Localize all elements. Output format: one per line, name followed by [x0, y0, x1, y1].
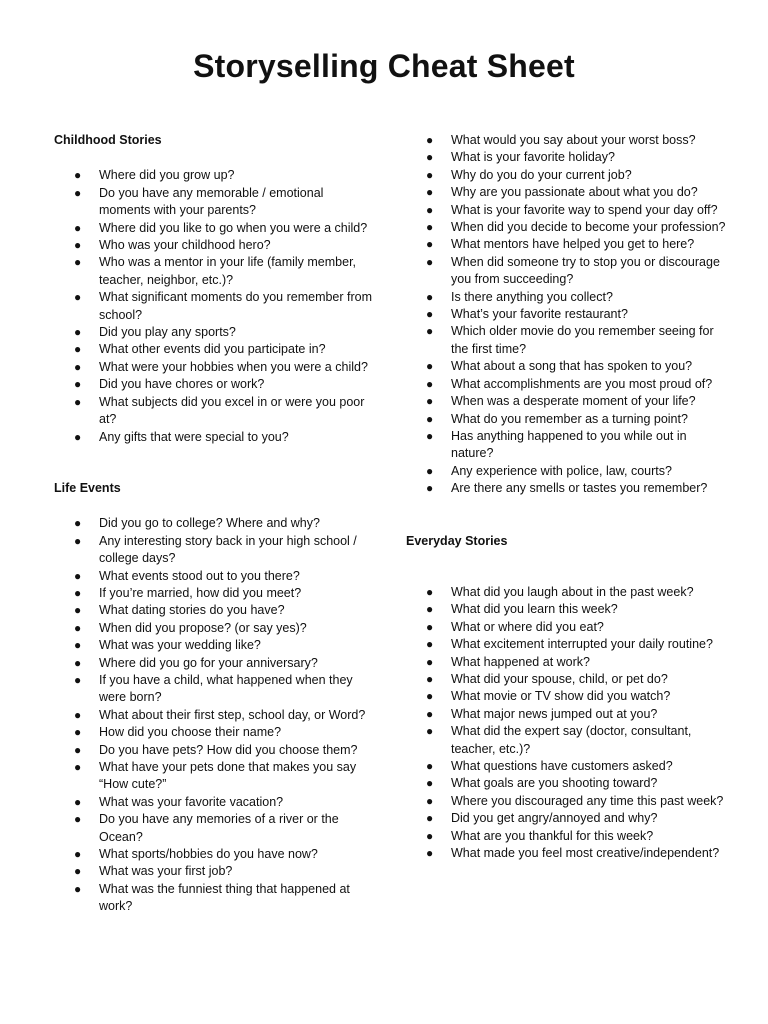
bullet-icon: ●: [74, 220, 82, 235]
bullet-icon: ●: [426, 411, 434, 426]
question-text: If you’re married, how did you meet?: [99, 585, 302, 600]
question-text: What did you learn this week?: [451, 602, 618, 617]
list-item: [54, 794, 374, 811]
list-item: [406, 584, 726, 601]
bullet-icon: ●: [426, 394, 434, 409]
question-text: Where you discouraged any time this past week?: [451, 793, 724, 808]
list-item: [406, 793, 726, 810]
bullet-icon: ●: [426, 481, 434, 496]
list-item: [406, 358, 726, 375]
section-heading-childhood: Childhood Stories: [54, 133, 162, 147]
list-item: [54, 237, 374, 254]
list-item: [54, 759, 374, 794]
question-text: Do you have any memories of a river or the Ocean?: [99, 812, 339, 844]
bullet-icon: ●: [426, 602, 434, 617]
question-text: What subjects did you excel in or were you poor at?: [99, 394, 365, 427]
list-item: [406, 219, 726, 236]
page-title: Storyselling Cheat Sheet: [193, 48, 575, 84]
bullet-icon: ●: [426, 289, 434, 304]
list-item: [406, 463, 726, 480]
list-item: [406, 306, 726, 323]
list-item: [54, 167, 374, 184]
list-item: [406, 723, 726, 758]
list-item: [54, 185, 374, 220]
bullet-icon: ●: [74, 585, 82, 600]
question-text: What are you thankful for this week?: [451, 828, 654, 843]
bullet-icon: ●: [74, 655, 82, 670]
question-text: Why do you do your current job?: [451, 167, 632, 182]
bullet-icon: ●: [426, 133, 434, 147]
question-text: What about a song that has spoken to you?: [451, 359, 693, 374]
list-item: [54, 341, 374, 358]
question-text: Do you have any memorable / emotional moments with your parents?: [99, 185, 324, 218]
question-text: What major news jumped out at you?: [451, 706, 658, 721]
list-item: [406, 619, 726, 636]
question-text: Did you get angry/annoyed and why?: [451, 811, 658, 826]
list-item: [54, 359, 374, 376]
list-item: [54, 220, 374, 237]
question-text: What goals are you shooting toward?: [451, 776, 658, 791]
question-text: Any experience with police, law, courts?: [451, 463, 672, 478]
question-text: Any gifts that were special to you?: [99, 429, 289, 444]
bullet-icon: ●: [426, 637, 434, 652]
question-text: Which older movie do you remember seeing for the first time?: [451, 324, 714, 356]
question-text: Did you have chores or work?: [99, 377, 265, 392]
question-text: What would you say about your worst boss?: [451, 133, 696, 147]
childhood-question-list: [54, 167, 374, 446]
bullet-icon: ●: [74, 638, 82, 653]
question-text: Is there anything you collect?: [451, 289, 613, 304]
bullet-icon: ●: [74, 603, 82, 618]
continued-question-list: [406, 132, 726, 498]
question-text: Why are you passionate about what you do?: [451, 185, 698, 200]
bullet-icon: ●: [74, 864, 82, 879]
question-text: Who was your childhood hero?: [99, 238, 271, 253]
bullet-icon: ●: [74, 742, 82, 757]
question-text: What did the expert say (doctor, consultant, teacher, etc.)?: [451, 724, 692, 756]
bullet-icon: ●: [74, 725, 82, 740]
question-text: Did you go to college? Where and why?: [99, 516, 320, 531]
list-item: [406, 236, 726, 253]
question-text: What did your spouse, child, or pet do?: [451, 671, 668, 686]
list-item: [54, 811, 374, 846]
question-text: What was your favorite vacation?: [99, 794, 284, 809]
question-text: What do you remember as a turning point?: [451, 411, 688, 426]
list-item: [54, 602, 374, 619]
question-text: What significant moments do you remember from school?: [99, 290, 373, 322]
list-item: [54, 568, 374, 585]
bullet-icon: ●: [426, 185, 434, 200]
list-item: [406, 411, 726, 428]
bullet-icon: ●: [74, 881, 82, 896]
list-item: [54, 324, 374, 341]
bullet-icon: ●: [74, 325, 82, 340]
bullet-icon: ●: [74, 359, 82, 374]
bullet-icon: ●: [74, 620, 82, 635]
question-text: What made you feel most creative/independent?: [451, 846, 720, 861]
list-item: [406, 323, 726, 358]
bullet-icon: ●: [74, 516, 82, 531]
bullet-icon: ●: [426, 376, 434, 391]
question-text: What movie or TV show did you watch?: [451, 689, 671, 704]
bullet-icon: ●: [426, 463, 434, 478]
question-text: What was the funniest thing that happened at work?: [99, 881, 350, 914]
list-item: [54, 515, 374, 532]
life-events-question-list: [54, 515, 374, 915]
bullet-icon: ●: [426, 846, 434, 861]
bullet-icon: ●: [74, 568, 82, 583]
question-text: What events stood out to you there?: [99, 568, 300, 583]
list-item: [54, 254, 374, 289]
question-text: What questions have customers asked?: [451, 759, 673, 773]
question-text: Did you play any sports?: [99, 325, 236, 340]
bullet-icon: ●: [426, 428, 434, 443]
list-item: [406, 167, 726, 184]
list-item: [406, 254, 726, 289]
bullet-icon: ●: [426, 759, 434, 773]
list-item: [406, 671, 726, 688]
list-item: [54, 707, 374, 724]
bullet-icon: ●: [426, 237, 434, 252]
bullet-icon: ●: [426, 167, 434, 182]
list-item: [54, 742, 374, 759]
list-item: [54, 289, 374, 324]
list-item: [406, 688, 726, 705]
list-item: [54, 637, 374, 654]
section-heading-life-events: Life Events: [54, 480, 121, 495]
bullet-icon: ●: [426, 150, 434, 165]
bullet-icon: ●: [426, 724, 434, 739]
list-item: [54, 655, 374, 672]
list-item: [406, 775, 726, 792]
list-item: [54, 533, 374, 568]
list-item: [54, 394, 374, 429]
bullet-icon: ●: [426, 220, 434, 235]
list-item: [406, 149, 726, 166]
list-item: [406, 184, 726, 201]
bullet-icon: ●: [426, 811, 434, 826]
list-item: [54, 881, 374, 916]
bullet-icon: ●: [426, 584, 434, 599]
bullet-icon: ●: [426, 706, 434, 721]
question-text: When did you decide to become your profession?: [451, 220, 726, 235]
bullet-icon: ●: [74, 707, 82, 722]
question-text: What dating stories do you have?: [99, 603, 285, 618]
bullet-icon: ●: [426, 776, 434, 791]
question-text: What were your hobbies when you were a child?: [99, 359, 368, 374]
question-text: Has anything happened to you while out in nature?: [451, 428, 687, 461]
bullet-icon: ●: [74, 760, 82, 774]
list-item: [406, 132, 726, 149]
bullet-icon: ●: [426, 689, 434, 704]
list-item: [54, 376, 374, 393]
list-item: [406, 428, 726, 463]
list-item: [406, 758, 726, 775]
list-item: [54, 672, 374, 707]
question-text: What have your pets done that makes you say “How cute?”: [99, 760, 357, 792]
bullet-icon: ●: [74, 429, 82, 444]
bullet-icon: ●: [74, 794, 82, 809]
list-item: [406, 845, 726, 862]
question-text: What is your favorite holiday?: [451, 150, 615, 165]
everyday-question-list: [406, 584, 726, 863]
bullet-icon: ●: [426, 619, 434, 634]
bullet-icon: ●: [74, 533, 82, 548]
list-item: [54, 863, 374, 880]
section-heading-everyday: Everyday Stories: [406, 533, 508, 548]
bullet-icon: ●: [426, 324, 434, 339]
list-item: [406, 480, 726, 497]
question-text: If you have a child, what happened when they were born?: [99, 672, 353, 705]
list-item: [406, 289, 726, 306]
list-item: [54, 846, 374, 863]
list-item: [54, 429, 374, 446]
question-text: Any interesting story back in your high school / college days?: [99, 533, 357, 566]
bullet-icon: ●: [426, 202, 434, 217]
bullet-icon: ●: [426, 793, 434, 808]
list-item: [406, 706, 726, 723]
bullet-icon: ●: [426, 828, 434, 843]
list-item: [54, 724, 374, 741]
right-column: [406, 132, 726, 862]
question-text: Do you have pets? How did you choose them?: [99, 742, 358, 757]
list-item: [406, 376, 726, 393]
question-text: What was your first job?: [99, 864, 233, 879]
question-text: What sports/hobbies do you have now?: [99, 847, 318, 862]
bullet-icon: ●: [426, 307, 434, 322]
question-text: What about their first step, school day, or Word?: [99, 707, 366, 722]
question-text: Where did you grow up?: [99, 168, 235, 183]
question-text: What accomplishments are you most proud of?: [451, 376, 713, 391]
question-text: What was your wedding like?: [99, 638, 261, 653]
list-item: [406, 636, 726, 653]
bullet-icon: ●: [426, 254, 434, 269]
bullet-icon: ●: [74, 255, 82, 270]
bullet-icon: ●: [74, 185, 82, 200]
question-text: When did someone try to stop you or discourage you from succeeding?: [451, 254, 720, 287]
bullet-icon: ●: [74, 290, 82, 305]
list-item: [54, 585, 374, 602]
list-item: [406, 828, 726, 845]
question-text: What did you laugh about in the past week?: [451, 584, 694, 599]
bullet-icon: ●: [426, 359, 434, 374]
bullet-icon: ●: [74, 812, 82, 827]
bullet-icon: ●: [74, 672, 82, 687]
list-item: [406, 601, 726, 618]
list-item: [54, 620, 374, 637]
question-text: What or where did you eat?: [451, 619, 604, 634]
bullet-icon: ●: [426, 671, 434, 686]
question-text: What happened at work?: [451, 654, 590, 669]
question-text: What is your favorite way to spend your day off?: [451, 202, 718, 217]
bullet-icon: ●: [74, 342, 82, 357]
left-column: [54, 132, 374, 916]
list-item: [406, 654, 726, 671]
bullet-icon: ●: [74, 394, 82, 409]
question-text: When was a desperate moment of your life?: [451, 394, 696, 409]
list-item: [406, 202, 726, 219]
question-text: How did you choose their name?: [99, 725, 282, 740]
question-text: What’s your favorite restaurant?: [451, 307, 628, 322]
list-item: [406, 810, 726, 827]
bullet-icon: ●: [74, 168, 82, 183]
list-item: [406, 393, 726, 410]
bullet-icon: ●: [74, 847, 82, 862]
bullet-icon: ●: [426, 654, 434, 669]
bullet-icon: ●: [74, 377, 82, 392]
question-text: Where did you go for your anniversary?: [99, 655, 318, 670]
question-text: Who was a mentor in your life (family member, teacher, neighbor, etc.)?: [99, 255, 357, 287]
question-text: What other events did you participate in?: [99, 342, 326, 357]
question-text: Are there any smells or tastes you remember?: [451, 481, 708, 496]
question-text: What excitement interrupted your daily routine?: [451, 637, 713, 652]
question-text: Where did you like to go when you were a child?: [99, 220, 368, 235]
question-text: What mentors have helped you get to here?: [451, 237, 695, 252]
question-text: When did you propose? (or say yes)?: [99, 620, 307, 635]
bullet-icon: ●: [74, 238, 82, 253]
